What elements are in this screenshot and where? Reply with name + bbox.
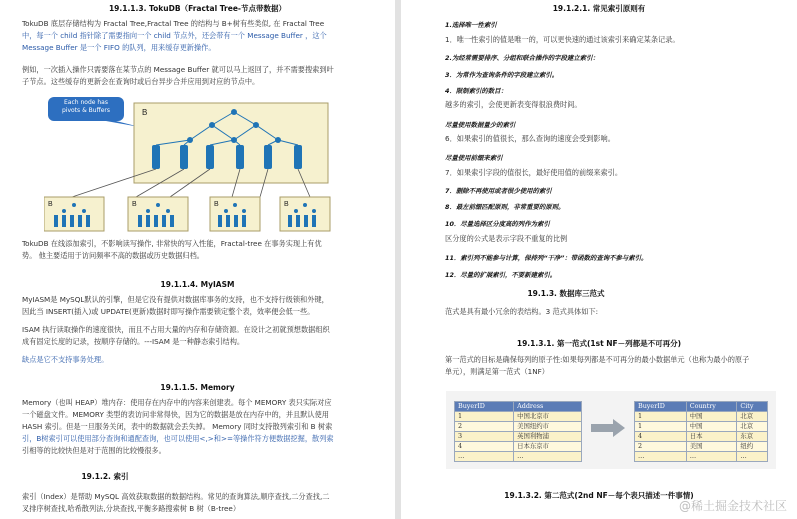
table-row xyxy=(455,452,582,462)
rule-10-body: 区分度的公式是表示字段不重复的比例 xyxy=(445,234,568,243)
table-cell: … xyxy=(686,452,737,462)
rule-10: 10．尽量选择区分度高的列作为索引 xyxy=(445,220,550,228)
pivot xyxy=(275,137,281,143)
rule-12: 12．尽量的扩展索引，不要新建索引。 xyxy=(445,271,557,279)
table-cell: … xyxy=(635,452,687,462)
para-first-nf: 第一范式的目标是确保每列的原子性:如果每列都是不可再分的最小数据单元（也称为最小的原子 单元），则满足第一范式（1NF） xyxy=(445,355,750,376)
table-cell: 美国 xyxy=(686,442,737,452)
buffer xyxy=(180,145,188,169)
leaf-node-label: B xyxy=(48,201,53,208)
watermark: @稀土掘金技术社区 xyxy=(678,499,787,513)
table-cell: … xyxy=(514,452,582,462)
para-memory: Memory（也叫 HEAP）堆内存：使用存在内存中的内容来创建表。每个 MEMORY 表只实际对应 一个磁盘文件。MEMORY 类型的表访问非常得快，因为它的数据是放在内存中的，并且默认使用 HASH 索引。但是一旦服务关闭，表中的数据就会丢失掉。 Memory 同时支持散列索引和 B 树索 引，B树索引可以使用部分查询和通配查询，也可以使用<,>和>=等操作符方便数据挖掘，散列索 引相等的比较快但是对于范围的比较慢很多。 xyxy=(22,398,334,455)
nf-table-diagram xyxy=(446,391,776,469)
heading-index: 19.1.2. 索引 xyxy=(81,472,129,481)
table-cell: … xyxy=(737,452,768,462)
rule-6-body: 6．如果索引的值很长，那么查询的速度会受到影响。 xyxy=(445,134,615,143)
left-page xyxy=(0,0,395,519)
buffer xyxy=(152,145,160,169)
rule-7-body: 7．如果索引字段的值很长，最好使用值的前缀来索引。 xyxy=(445,168,623,177)
heading-memory: 19.1.1.5. Memory xyxy=(160,383,235,392)
rule-3: 3．为常作为查询条件的字段建立索引。 xyxy=(445,71,559,79)
para-myisam-3: 缺点是它不支持事务处理。 xyxy=(22,355,109,364)
table-header-cell: Address xyxy=(514,402,582,412)
table-row xyxy=(635,432,768,442)
pivot xyxy=(209,122,215,128)
table-cell: 中国 xyxy=(686,412,737,422)
table-cell: 中国北京市 xyxy=(514,412,582,422)
table-row xyxy=(635,442,768,452)
table-cell: 英国利物浦 xyxy=(514,432,582,442)
buffer xyxy=(294,145,302,169)
para-myisam-1: MyIASM是 MySQL默认的引擎，但是它没有提供对数据库事务的支持，也不支持行级锁和外键， 因此当 INSERT(插入)或 UPDATE(更新)数据时即写操作需要锁定整个表，效率便会低一些。 xyxy=(22,295,329,316)
buffer xyxy=(236,145,244,169)
table-row xyxy=(635,422,768,432)
table-cell: 日本 xyxy=(686,432,737,442)
table-cell: 2 xyxy=(455,422,514,432)
table-cell: 北京 xyxy=(737,412,768,422)
table-cell: 4 xyxy=(455,442,514,452)
leaf-nodes xyxy=(44,197,330,231)
heading-tokudb: 19.1.1.3. TokuDB（Fractal Tree-节点带数据） xyxy=(108,4,287,13)
para-tokudb-2: 例如，一次插入操作只需要落在某节点的 Message Buffer 就可以马上返回了，并不需要搜索到叶 子节点。这些缓存的更新会在查询时或后台异步合并应用到对应的节点中。 xyxy=(22,65,334,86)
rule-1-body: 1．唯一性索引的值是唯一的，可以更快速的通过该索引来确定某条记录。 xyxy=(445,35,680,44)
normal-forms-intro: 范式是具有最小冗余的表结构。3 范式具体如下: xyxy=(445,307,599,316)
rule-11: 11．索引列不能参与计算，保持列“干净”：带函数的查询不参与索引。 xyxy=(445,254,648,262)
heading-index-principles: 19.1.2.1. 常见索引原则有 xyxy=(552,4,646,13)
callout-text: Each node has pivots & Buffers xyxy=(61,99,110,114)
rule-7: 尽量使用前缀来索引 xyxy=(445,154,503,162)
rule-4-body: 越多的索引，会使更新表变得很浪费时间。 xyxy=(445,100,582,109)
leaf-node-label: B xyxy=(214,201,219,208)
rule-5: 尽量使用数据量少的索引 xyxy=(445,121,516,129)
right-page xyxy=(401,0,797,519)
fractal-tree-diagram xyxy=(44,95,334,235)
table-row xyxy=(455,412,582,422)
root-node-label: B xyxy=(142,108,148,117)
table-cell: 东京 xyxy=(737,432,768,442)
para-index: 索引（Index）是帮助 MySQL 高效获取数据的数据结构。常见的查询算法,顺序查找,二分查找,二 叉排序树查找,哈希散列法,分块查找,平衡多路搜索树 B 树（B-tree） xyxy=(22,492,330,513)
buffer xyxy=(264,145,272,169)
table-row xyxy=(455,432,582,442)
table-header-cell: Country xyxy=(686,402,737,412)
para-myisam-2: ISAM 执行读取操作的速度很快，而且不占用大量的内存和存储资源。在设计之初就预想数据组织 成有固定长度的记录，按顺序存储的。---ISAM 是一种静态索引结构。 xyxy=(22,325,330,346)
table-cell: 美国纽约市 xyxy=(514,422,582,432)
rule-4: 4．限制索引的数目： xyxy=(445,87,507,95)
rule-9: 8．最左前缀匹配原则，非常重要的原则。 xyxy=(445,203,565,211)
table-cell: 4 xyxy=(635,432,687,442)
table-cell: 纽约 xyxy=(737,442,768,452)
rule-8: 7．删除不再使用或者很少使用的索引 xyxy=(445,187,552,195)
table-row xyxy=(635,412,768,422)
table-cell: 1 xyxy=(635,412,687,422)
leaf-node-label: B xyxy=(284,201,289,208)
arrow-right-icon xyxy=(591,419,625,437)
pivot xyxy=(231,137,237,143)
para-tokudb-1: TokuDB 底层存储结构为 Fractal Tree,Fractal Tree 的结构与 B+树有些类似, 在 Fractal Tree 中，每一个 child 指针除了需要指向一个 child 节点外，还会带有一个 Message Buffer ，这个 Message Buffer 是一个 FIFO 的队列，用来缓存更新操作。 xyxy=(22,19,327,52)
table-header-cell: City xyxy=(737,402,768,412)
para-tokudb-3: TokuDB 在线添加索引，不影响读写操作, 非常快的写入性能，Fractal-tree 在事务实现上有优 势。 他主要适用于访问频率不高的数据或历史数据归档。 xyxy=(22,239,322,260)
buffer xyxy=(206,145,214,169)
root-pivot xyxy=(231,109,237,115)
table-row xyxy=(635,452,768,462)
leaf-node-label: B xyxy=(132,201,137,208)
rule-2: 2.为经常需要排序、分组和联合操作的字段建立索引： xyxy=(445,54,599,62)
pivot xyxy=(253,122,259,128)
table-cell: 1 xyxy=(635,422,687,432)
table-address xyxy=(454,401,582,462)
heading-second-nf: 19.1.3.2. 第二范式(2nd NF－每个表只描述一件事情) xyxy=(504,491,694,500)
table-row xyxy=(455,422,582,432)
table-cell: 北京 xyxy=(737,422,768,432)
rule-1: 1.选择唯一性索引 xyxy=(445,21,497,29)
table-cell: … xyxy=(455,452,514,462)
heading-myisam: 19.1.1.4. MyIASM xyxy=(160,280,235,289)
table-header-cell: BuyerID xyxy=(635,402,687,412)
table-header-cell: BuyerID xyxy=(455,402,514,412)
pivot xyxy=(187,137,193,143)
table-cell: 3 xyxy=(455,432,514,442)
table-row xyxy=(455,442,582,452)
table-country-city xyxy=(634,401,768,462)
table-cell: 2 xyxy=(635,442,687,452)
table-cell: 1 xyxy=(455,412,514,422)
heading-first-nf: 19.1.3.1. 第一范式(1st NF－列都是不可再分) xyxy=(516,339,682,348)
table-cell: 日本东京市 xyxy=(514,442,582,452)
table-cell: 中国 xyxy=(686,422,737,432)
heading-normal-forms: 19.1.3. 数据库三范式 xyxy=(527,289,605,298)
